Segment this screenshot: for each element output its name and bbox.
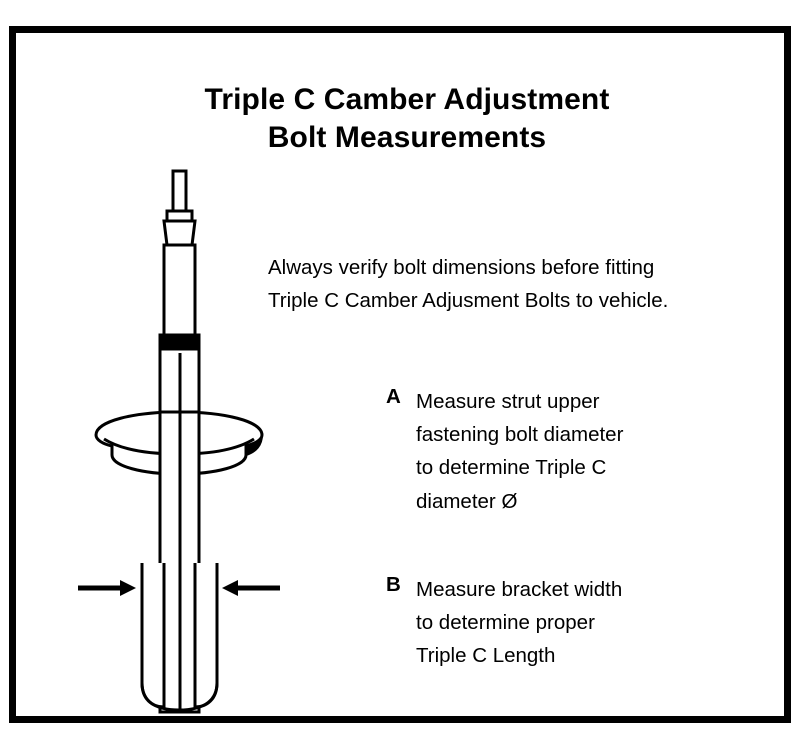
item-a-line-4: diameter Ø bbox=[416, 489, 518, 513]
item-b-line-3: Triple C Length bbox=[416, 644, 556, 668]
strut-bracket-right-leg bbox=[195, 563, 217, 707]
item-a-letter: A bbox=[386, 385, 401, 408]
strut-mid-band bbox=[160, 335, 199, 349]
instruction-item-b bbox=[386, 573, 766, 673]
title-line-1: Triple C Camber Adjustment bbox=[204, 83, 610, 116]
item-a-text bbox=[416, 385, 623, 518]
strut-bracket-left-leg bbox=[142, 563, 164, 707]
item-a-line-3: to determine Triple C bbox=[416, 456, 607, 480]
item-b-text bbox=[416, 573, 622, 673]
intro-paragraph bbox=[268, 251, 768, 317]
strut-upper-tube bbox=[164, 245, 195, 335]
figure-border bbox=[9, 26, 791, 723]
strut-illustration-svg bbox=[76, 163, 316, 723]
figure-title bbox=[16, 81, 798, 158]
item-b-line-1: Measure bracket width bbox=[416, 578, 623, 601]
strut-upper-nut bbox=[164, 221, 195, 245]
arrow-left-head bbox=[120, 580, 136, 596]
strut-assembly-diagram bbox=[76, 163, 316, 723]
arrow-right-head bbox=[222, 580, 238, 596]
item-b-line-2: to determine proper bbox=[416, 611, 595, 635]
strut-top-rod bbox=[173, 171, 186, 211]
intro-line-2: Triple C Camber Adjusment Bolts to vehicle. bbox=[268, 289, 669, 313]
intro-line-1: Always verify bolt dimensions before fitting bbox=[268, 256, 655, 279]
item-b-letter: B bbox=[386, 573, 401, 596]
item-a-line-2: fastening bolt diameter bbox=[416, 423, 624, 447]
instruction-item-a bbox=[386, 385, 766, 518]
item-a-line-1: Measure strut upper bbox=[416, 390, 600, 413]
title-line-2: Bolt Measurements bbox=[267, 121, 547, 155]
